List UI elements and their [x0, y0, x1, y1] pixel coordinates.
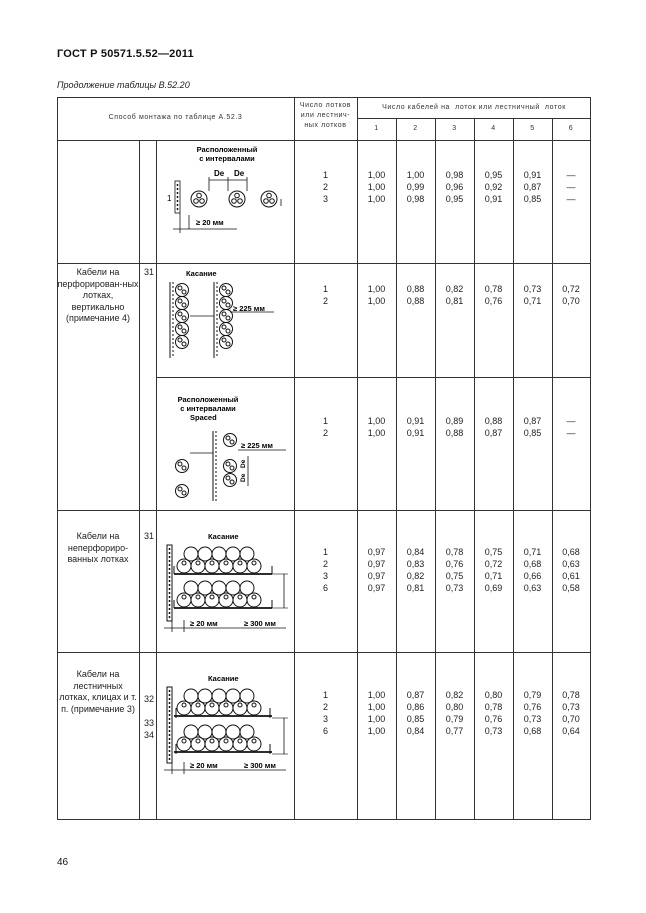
values-row-4-c6: 0,68 0,63 0,61 0,58	[562, 547, 580, 593]
values-row-1-c2: 1,00 0,99 0,98	[406, 170, 425, 204]
trays-row-4: 1 2 3 6	[322, 547, 328, 593]
values-row-5-c4: 0,80 0,78 0,76 0,73	[484, 690, 503, 736]
values-row-2-c6: 0,72 0,70	[562, 284, 580, 306]
document-header: ГОСТ Р 50571.5.52—2011	[57, 48, 194, 60]
diagram-5-label-gap-300: ≥ 300 мм	[244, 761, 276, 770]
diagram-3-label-gap: ≥ 225 мм	[241, 441, 273, 450]
diagram-4-label-gap-300: ≥ 300 мм	[244, 619, 276, 628]
derating-table	[57, 97, 591, 820]
header-count-4: 4	[491, 125, 496, 132]
values-row-2-c4: 0,78 0,76	[484, 284, 503, 306]
header-method: Способ монтажа по таблице А.52.3	[108, 114, 243, 121]
row-border-2	[156, 377, 591, 378]
header-count-2: 2	[413, 125, 418, 132]
diagram-5-title: Касание	[208, 674, 239, 683]
diagram-ladder-touching	[160, 672, 295, 777]
trays-row-3: 1 2	[322, 416, 328, 438]
values-row-2-c2: 0,88 0,88	[406, 284, 425, 306]
trays-row-1: 1 2 3	[322, 170, 328, 204]
table-right-border	[590, 97, 591, 820]
values-row-3-c2: 0,91 0,91	[406, 416, 425, 438]
diagram-2-title: Касание	[186, 269, 217, 278]
diagram-vertical-touching	[168, 268, 293, 363]
table-continuation-caption: Продолжение таблицы В.52.20	[57, 80, 190, 90]
header-count-5: 5	[530, 125, 535, 132]
diagram-4-label-gap-20: ≥ 20 мм	[190, 619, 218, 628]
values-row-3-c5: 0,87 0,85	[523, 416, 542, 438]
method-ref-31b: 31	[144, 531, 155, 541]
values-row-1-c5: 0,91 0,87 0,85	[523, 170, 542, 204]
diagram-4-title: Касание	[208, 532, 239, 541]
diagram-spaced-horizontal	[165, 143, 295, 238]
header-count-6: 6	[568, 125, 574, 132]
section-border-4	[57, 652, 591, 653]
values-row-3-c4: 0,88 0,87	[484, 416, 503, 438]
table-top-border	[57, 97, 591, 98]
diagram-1-label-1: 1	[167, 194, 172, 203]
diagram-3-title-line1: Расположенный	[177, 395, 239, 404]
values-row-5-c6: 0,78 0,73 0,70 0,64	[562, 690, 580, 736]
values-row-3-c6: — —	[566, 416, 576, 438]
diagram-vertical-spaced	[168, 393, 293, 508]
values-row-4-c4: 0,75 0,72 0,71 0,69	[484, 547, 503, 593]
header-trays: Число лотков или лестнич- ных лотков	[299, 102, 352, 129]
values-row-2-c5: 0,73 0,71	[523, 284, 542, 306]
values-row-4-c2: 0,84 0,83 0,82 0,81	[406, 547, 425, 593]
diagram-1-title-line1: Расположенный	[196, 145, 258, 154]
values-row-4-c1: 0,97 0,97 0,97 0,97	[367, 547, 386, 593]
values-row-5-c1: 1,00 1,00 1,00 1,00	[367, 690, 386, 736]
diagram-1-label-de-1: De	[214, 169, 225, 178]
method-ref-32-34: 32 33 34	[144, 694, 155, 740]
diagram-1-label-de-2: De	[234, 169, 245, 178]
diagram-3-subtitle: Spaced	[190, 413, 217, 422]
values-row-2-c3: 0,82 0,81	[445, 284, 464, 306]
diagram-1-title-line2: с интервалами	[199, 154, 255, 163]
diagram-3-label-de-2: De	[240, 473, 247, 482]
values-row-1-c4: 0,95 0,92 0,91	[484, 170, 503, 204]
section-description-ladder: Кабели на лестничных лотках, клицах и т. п. (примечание 3)	[59, 669, 137, 714]
values-row-4-c5: 0,71 0,68 0,66 0,63	[523, 547, 542, 593]
trays-row-2: 1 2	[322, 284, 328, 306]
values-row-5-c2: 0,87 0,86 0,85 0,84	[406, 690, 425, 736]
values-row-4-c3: 0,78 0,76 0,75 0,73	[445, 547, 464, 593]
values-row-1-c1: 1,00 1,00 1,00	[367, 170, 386, 204]
section-description-perforated-vertical: Кабели на перфорирован-ных лотках, вертикально (примечание 4)	[57, 267, 139, 323]
section-border-1	[57, 263, 591, 264]
values-row-5-c5: 0,79 0,76 0,73 0,68	[523, 690, 542, 736]
section-description-unperforated: Кабели на неперфориро-ванных лотках	[67, 531, 129, 564]
values-row-2-c1: 1,00 1,00	[367, 284, 386, 306]
values-row-1-c6: — — —	[566, 170, 576, 204]
values-row-5-c3: 0,82 0,80 0,79 0,77	[445, 690, 464, 736]
header-cables: Число кабелей на лоток или лестничный лоток	[382, 104, 566, 111]
header-count-1: 1	[374, 125, 379, 132]
header-bottom-border	[57, 140, 591, 141]
page-number: 46	[57, 857, 69, 868]
header-count-3: 3	[452, 125, 457, 132]
table-bottom-border	[57, 819, 591, 820]
diagram-3-title-line2: с интервалами	[180, 404, 236, 413]
diagram-5-label-gap-20: ≥ 20 мм	[190, 761, 218, 770]
values-row-1-c3: 0,98 0,96 0,95	[445, 170, 464, 204]
diagram-unperforated-touching	[160, 530, 295, 635]
desc-col-border	[139, 140, 140, 820]
section-border-3	[57, 510, 591, 511]
diagram-2-label-gap: ≥ 225 мм	[233, 304, 265, 313]
method-ref-31a: 31	[144, 267, 155, 277]
diagram-1-label-gap: ≥ 20 мм	[196, 218, 224, 227]
values-row-3-c3: 0,89 0,88	[445, 416, 464, 438]
values-row-3-c1: 1,00 1,00	[367, 416, 386, 438]
ref-col-border	[156, 140, 157, 820]
trays-row-5: 1 2 3 6	[322, 690, 328, 736]
diagram-3-label-de-1: De	[240, 459, 247, 468]
